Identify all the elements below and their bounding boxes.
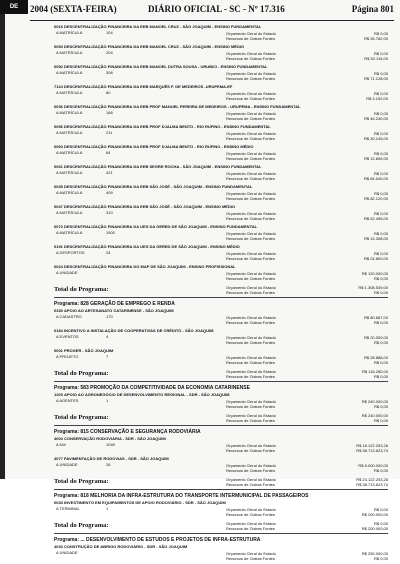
label-orcamento: Orçamento Geral do Estado [226, 369, 276, 374]
label-outras-fontes: Recursos de Outras Fontes [226, 76, 275, 81]
label-outras-fontes: Recursos de Outras Fontes [226, 526, 275, 531]
product-unit: A MATRÍCULA [56, 70, 83, 75]
budget-entry [54, 64, 388, 84]
budget-entry [54, 456, 388, 476]
product-unit: A UNIDADE [56, 550, 78, 555]
label-orcamento: Orçamento Geral do Estado [226, 521, 276, 526]
goal-quantity: 421 [106, 170, 113, 175]
value-outras-fontes: R$ 0,00 [373, 468, 388, 473]
action-description: DESCENTRALIZAÇÃO FINANCEIRA DA EEB MARQUÊS F. DE MEDEIROS -URUPEMA-EF [64, 84, 233, 89]
action-description: DESCENTRALIZAÇÃO FINANCEIRA DA UES DA GERED DE SÃO JOAQUIM - ENSINO MÉDIO [64, 244, 240, 249]
label-orcamento: Orçamento Geral do Estado [226, 285, 276, 290]
label-outras-fontes: Recursos de Outras Fontes [226, 404, 275, 409]
goal-quantity: 80 [106, 90, 111, 95]
program-total-row [54, 476, 388, 488]
value-orcamento: R$ 0,00 [373, 171, 388, 176]
total-orcamento: R$ 240.000,00 [361, 413, 388, 418]
label-outras-fontes: Recursos de Outras Fontes [226, 56, 275, 61]
value-orcamento: R$ 0,00 [373, 31, 388, 36]
product-unit: A PROJETO [56, 354, 79, 359]
value-outras-fontes: R$ 3.192,00 [366, 96, 388, 101]
label-orcamento: Orçamento Geral do Estado [226, 31, 276, 36]
label-outras-fontes: Recursos de Outras Fontes [226, 176, 275, 181]
action-code: 4077 [54, 456, 63, 461]
program-title: Programa: ... DESENVOLVIMENTO DE ESTUDOS E PROJETOS DE INFRA-ESTRUTURA [54, 537, 261, 543]
label-outras-fontes: Recursos de Outras Fontes [226, 276, 275, 281]
budget-entry [54, 308, 388, 328]
goal-quantity: 24 [106, 250, 111, 255]
label-outras-fontes: Recursos de Outras Fontes [226, 156, 275, 161]
value-orcamento: R$ 250.000,00 [361, 551, 388, 556]
action-code: 0001 [54, 348, 63, 353]
value-orcamento: R$ 0,00 [373, 111, 388, 116]
program-title: Programa: 818 MELHORIA DA INFRA-ESTRUTURA DO TRANSPORTE INTERMUNICIPAL DE PASSAGEIROS [54, 493, 309, 499]
total-outras-fontes: R$ 38.713.623,74 [356, 482, 388, 487]
label-orcamento: Orçamento Geral do Estado [226, 71, 276, 76]
budget-listing [54, 24, 388, 561]
budget-entry [54, 244, 388, 264]
goal-quantity: 1 [106, 506, 109, 511]
product-unit: A MATRÍCULA [56, 50, 83, 55]
program-total-row [54, 412, 388, 424]
goal-quantity: 1500 [106, 230, 115, 235]
action-code: 0056 [54, 124, 63, 129]
product-unit: A MATRÍCULA [56, 30, 83, 35]
budget-entry [54, 84, 388, 104]
goal-quantity: 409 [106, 190, 113, 195]
value-outras-fontes: R$ 30.145,00 [363, 136, 388, 141]
goal-quantity: 64 [106, 150, 111, 155]
action-code: 0060 [54, 144, 63, 149]
action-code: 0052 [54, 64, 63, 69]
total-orcamento: R$ 118.280,00 [362, 369, 388, 374]
header-page-number: Página 801 [351, 4, 394, 14]
product-unit: A MATRÍCULA [56, 230, 83, 235]
action-description: DESCENTRALIZAÇÃO FINANCEIRA DA EEB MANOEL CRUZ - SÃO JOAQUIM - ENSINO MÉDIO [64, 44, 245, 49]
budget-entry [54, 348, 388, 368]
goal-quantity: 104 [106, 30, 113, 35]
budget-entry [54, 24, 388, 44]
product-unit: A EVENTOS [56, 334, 79, 339]
value-outras-fontes: R$ 14.308,00 [363, 236, 388, 241]
label-orcamento: Orçamento Geral do Estado [226, 251, 276, 256]
value-outras-fontes: R$ 26.782,00 [363, 36, 388, 41]
label-orcamento: Orçamento Geral do Estado [226, 131, 276, 136]
action-description: INVESTIMENTO EM EQUIPAMENTOS DE APOIO RODOVIÁRIO - SDR - SÃO JOAQUIM [64, 500, 226, 505]
value-orcamento: R$ 80.687,00 [363, 315, 388, 320]
action-code: 0016 [54, 24, 63, 29]
product-unit: A UNIDADE [56, 270, 78, 275]
value-orcamento: R$ 0,00 [373, 191, 388, 196]
action-description: INCENTIVO A INSTALAÇÃO DE COOPERATIVAS DE CRÉDITO - SÃO JOAQUIM [64, 328, 214, 333]
value-orcamento: R$ 6.000.000,00 [358, 463, 388, 468]
budget-entry [54, 436, 388, 456]
label-orcamento: Orçamento Geral do Estado [226, 413, 276, 418]
action-code: 1105 [54, 392, 63, 397]
label-outras-fontes: Recursos de Outras Fontes [226, 468, 275, 473]
goal-quantity: 1 [106, 398, 109, 403]
budget-entry [54, 204, 388, 224]
value-orcamento: R$ 0,00 [373, 151, 388, 156]
action-code: 0072 [54, 224, 63, 229]
header-title: DIÁRIO OFICIAL - SC - Nº 17.316 [148, 4, 285, 14]
total-orcamento: R$ 0,00 [373, 521, 388, 526]
action-description: CONSTRUÇÃO DE ABRIGO RODOVIÁRIO - SDR - SÃO JOAQUIM [64, 544, 188, 549]
product-unit: A TERMINAL [56, 506, 80, 511]
budget-entry [54, 104, 388, 124]
program-total-label: Total do Programa: [54, 478, 109, 485]
action-code: 0330 [54, 308, 63, 313]
value-orcamento: R$ 28.888,00 [363, 355, 388, 360]
value-outras-fontes: R$ 62.496,00 [363, 216, 388, 221]
value-orcamento: R$ 120.000,00 [361, 271, 388, 276]
section-divider [54, 489, 388, 490]
product-unit: A UNIDADE [56, 462, 78, 467]
value-orcamento: R$ 0,00 [373, 211, 388, 216]
value-outras-fontes: R$ 12.806,00 [363, 156, 388, 161]
label-orcamento: Orçamento Geral do Estado [226, 335, 276, 340]
label-outras-fontes: Recursos de Outras Fontes [226, 216, 275, 221]
label-orcamento: Orçamento Geral do Estado [226, 211, 276, 216]
action-code: 0184 [54, 328, 63, 333]
label-outras-fontes: Recursos de Outras Fontes [226, 482, 275, 487]
product-unit: A CADASTRO [56, 314, 82, 319]
action-code: 0036 [54, 104, 63, 109]
label-orcamento: Orçamento Geral do Estado [226, 271, 276, 276]
product-unit: A DESPORTOS [56, 250, 85, 255]
budget-entry [54, 224, 388, 244]
value-outras-fontes: R$ 46.240,00 [363, 116, 388, 121]
program-title: Programa: 583 PROMOÇÃO DA COMPETITIVIDADE DA ECONOMIA CATARINENSE [54, 385, 250, 391]
value-outras-fontes: R$ 84.040,00 [363, 176, 388, 181]
corner-tab: DE [0, 0, 28, 14]
goal-quantity: 26 [106, 462, 111, 467]
total-orcamento: R$ 24.122.253,26 [356, 477, 388, 482]
value-outras-fontes: R$ 0,00 [373, 276, 388, 281]
label-orcamento: Orçamento Geral do Estado [226, 477, 276, 482]
label-outras-fontes: Recursos de Outras Fontes [226, 512, 275, 517]
label-outras-fontes: Recursos de Outras Fontes [226, 136, 275, 141]
program-total-label: Total do Programa: [54, 370, 109, 377]
header-rule [30, 20, 394, 21]
budget-entry [54, 500, 388, 520]
action-description: DESCENTRALIZAÇÃO FINANCEIRA DA EEB SÃO JOSÉ - SÃO JOAQUIM - ENSINO FUNDAMENTAL [64, 184, 253, 189]
label-outras-fontes: Recursos de Outras Fontes [226, 196, 275, 201]
action-code: 4033 [54, 544, 63, 549]
program-total-label: Total do Programa: [54, 414, 109, 421]
label-outras-fontes: Recursos de Outras Fontes [226, 236, 275, 241]
value-orcamento: R$ 0,00 [373, 251, 388, 256]
budget-entry [54, 264, 388, 284]
action-description: DESCENTRALIZAÇÃO FINANCEIRA DA UES DA GERED DE SÃO JOAQUIM - ENSINO FUNDAMENTAL [64, 224, 258, 229]
page-left-edge [0, 0, 5, 479]
total-orcamento: R$ 1.308.539,00 [358, 285, 388, 290]
action-description: DESCENTRALIZAÇÃO FINANCEIRA DA EEB PROF DJALMA BENTO - RIO RUFINO - ENSINO FUNDAMENTAL [64, 124, 271, 129]
header-date: 2004 (SEXTA-FEIRA) [30, 4, 117, 14]
value-orcamento: R$ 18.122.253,26 [356, 443, 388, 448]
label-orcamento: Orçamento Geral do Estado [226, 315, 276, 320]
action-code: 0035 [54, 184, 63, 189]
action-code: 0033 [54, 500, 63, 505]
goal-quantity: 170 [106, 314, 113, 319]
label-outras-fontes: Recursos de Outras Fontes [226, 320, 275, 325]
program-total-row [54, 284, 388, 296]
product-unit: A KM [56, 442, 66, 447]
label-orcamento: Orçamento Geral do Estado [226, 171, 276, 176]
goal-quantity: 188 [106, 110, 113, 115]
action-code: 0024 [54, 264, 63, 269]
program-total-row [54, 520, 388, 532]
value-orcamento: R$ 0,00 [373, 71, 388, 76]
product-unit: A MATRÍCULA [56, 130, 83, 135]
total-outras-fontes: R$ 200.000,00 [361, 526, 388, 531]
value-outras-fontes: R$ 82.120,00 [363, 196, 388, 201]
label-outras-fontes: Recursos de Outras Fontes [226, 290, 275, 295]
label-orcamento: Orçamento Geral do Estado [226, 91, 276, 96]
budget-entry [54, 164, 388, 184]
label-orcamento: Orçamento Geral do Estado [226, 151, 276, 156]
action-code: 0053 [54, 44, 63, 49]
goal-quantity: 211 [106, 130, 113, 135]
budget-entry [54, 392, 388, 412]
action-description: CONSERVAÇÃO RODOVIÁRIA - SDR - SÃO JOAQUIM [64, 436, 166, 441]
value-outras-fontes: R$ 71.128,00 [363, 76, 388, 81]
section-divider [54, 533, 388, 534]
action-description: DESCENTRALIZAÇÃO FINANCEIRA DA EEB PROF DJALMA BENTO - RIO RUFINO - ENSINO MÉDIO [64, 144, 254, 149]
budget-entry [54, 544, 388, 564]
program-total-row [54, 368, 388, 380]
value-outras-fontes: R$ 200.000,00 [361, 512, 388, 517]
product-unit: A MATRÍCULA [56, 210, 83, 215]
value-orcamento: R$ 20.300,00 [363, 335, 388, 340]
action-description: APOIO AO ARTESANATO CATARINENSE - SÃO JOAQUIM [64, 308, 174, 313]
program-title: Programa: 815 CONSERVAÇÃO E SEGURANÇA RODOVIÁRIA [54, 429, 201, 435]
product-unit: A MATRÍCULA [56, 90, 83, 95]
label-outras-fontes: Recursos de Outras Fontes [226, 36, 275, 41]
budget-entry [54, 144, 388, 164]
total-outras-fontes: R$ 0,00 [373, 374, 388, 379]
label-orcamento: Orçamento Geral do Estado [226, 111, 276, 116]
value-outras-fontes: R$ 38.713.623,74 [356, 448, 388, 453]
label-outras-fontes: Recursos de Outras Fontes [226, 418, 275, 423]
value-orcamento: R$ 0,00 [373, 231, 388, 236]
label-orcamento: Orçamento Geral do Estado [226, 443, 276, 448]
action-code: 4004 [54, 436, 63, 441]
goal-quantity: 310 [106, 210, 113, 215]
label-outras-fontes: Recursos de Outras Fontes [226, 340, 275, 345]
action-description: APOIO AO AGRONEGÓCIO DE DESENVOLVIMENTO REGIONAL - SDR - SÃO JOAQUIM [64, 392, 230, 397]
action-code: 0047 [54, 204, 63, 209]
label-outras-fontes: Recursos de Outras Fontes [226, 374, 275, 379]
label-orcamento: Orçamento Geral do Estado [226, 191, 276, 196]
action-code: 0061 [54, 164, 63, 169]
budget-entry [54, 328, 388, 348]
goal-quantity: 308 [106, 70, 113, 75]
label-outras-fontes: Recursos de Outras Fontes [226, 116, 275, 121]
action-description: DESCENTRALIZAÇÃO FINANCEIRA DO MAP DE SÃO JOAQUIM - ENSINO PROFISSIONAL [64, 264, 236, 269]
action-description: DESCENTRALIZAÇÃO FINANCEIRA DA EEB MANOEL CRUZ - SÃO JOAQUIM - ENSINO FUNDAMENTAL [64, 24, 262, 29]
action-description: DESCENTRALIZAÇÃO FINANCEIRA DA EEB SEGRE ROCHA - SÃO JOAQUIM - ENSINO FUNDAMENTAL [64, 164, 262, 169]
action-description: PAVIMENTAÇÃO DE RODOVIAS - SDR - SÃO JOAQUIM [64, 456, 169, 461]
value-outras-fontes: R$ 52.116,00 [364, 56, 388, 61]
label-orcamento: Orçamento Geral do Estado [226, 507, 276, 512]
program-total-label: Total do Programa: [54, 522, 109, 529]
label-orcamento: Orçamento Geral do Estado [226, 551, 276, 556]
value-outras-fontes: R$ 0,00 [373, 360, 388, 365]
value-outras-fontes: R$ 0,00 [373, 320, 388, 325]
action-description: DESCENTRALIZAÇÃO FINANCEIRA DA EEB PROF MANUEL PEREIRA DE MEDEIROS - URUPEMA - ENSINO FUNDAMENTAL [64, 104, 301, 109]
budget-entry [54, 124, 388, 144]
value-orcamento: R$ 0,00 [373, 51, 388, 56]
value-outras-fontes: R$ 0,00 [373, 404, 388, 409]
product-unit: A MATRÍCULA [56, 110, 83, 115]
action-code: 0191 [54, 244, 63, 249]
label-outras-fontes: Recursos de Outras Fontes [226, 556, 275, 561]
product-unit: A MATRÍCULA [56, 170, 83, 175]
action-description: PROGER - SÃO JOAQUIM [64, 348, 114, 353]
label-outras-fontes: Recursos de Outras Fontes [226, 448, 275, 453]
action-code: 7124 [54, 84, 63, 89]
label-outras-fontes: Recursos de Outras Fontes [226, 256, 275, 261]
value-orcamento: R$ 0,00 [373, 131, 388, 136]
action-description: DESCENTRALIZAÇÃO FINANCEIRA DA EEB SÃO JOSÉ - SÃO JOAQUIM - ENSINO MÉDIO [64, 204, 236, 209]
goal-quantity: 7 [106, 354, 109, 359]
label-outras-fontes: Recursos de Outras Fontes [226, 96, 275, 101]
action-description: DESCENTRALIZAÇÃO FINANCEIRA DA EEB MANOEL DUTRA SOUSA - URUBICI - ENSINO FUNDAMENTAL [64, 64, 268, 69]
value-orcamento: R$ 0,00 [373, 507, 388, 512]
page-header [30, 4, 394, 18]
label-orcamento: Orçamento Geral do Estado [226, 231, 276, 236]
goal-quantity: 4 [106, 334, 109, 339]
value-orcamento: R$ 240.000,00 [361, 399, 388, 404]
section-divider [54, 297, 388, 298]
program-total-label: Total do Programa: [54, 286, 109, 293]
value-outras-fontes: R$ 0,00 [373, 340, 388, 345]
section-divider [54, 425, 388, 426]
budget-entry [54, 184, 388, 204]
total-outras-fontes: R$ 0,00 [373, 290, 388, 295]
product-unit: A AGENTES [56, 398, 79, 403]
label-orcamento: Orçamento Geral do Estado [226, 463, 276, 468]
program-title: Programa: 828 GERAÇÃO DE EMPREGO E RENDA [54, 301, 175, 307]
label-orcamento: Orçamento Geral do Estado [226, 355, 276, 360]
value-outras-fontes: R$ 24.800,00 [363, 256, 388, 261]
product-unit: A MATRÍCULA [56, 190, 83, 195]
goal-quantity: 1045 [106, 442, 115, 447]
label-outras-fontes: Recursos de Outras Fontes [226, 360, 275, 365]
label-orcamento: Orçamento Geral do Estado [226, 399, 276, 404]
label-orcamento: Orçamento Geral do Estado [226, 51, 276, 56]
section-divider [54, 381, 388, 382]
total-outras-fontes: R$ 0,00 [373, 418, 388, 423]
value-orcamento: R$ 0,00 [373, 91, 388, 96]
budget-entry [54, 44, 388, 64]
goal-quantity: 204 [106, 50, 113, 55]
value-outras-fontes: R$ 0,00 [373, 556, 388, 561]
product-unit: A MATRÍCULA [56, 150, 83, 155]
